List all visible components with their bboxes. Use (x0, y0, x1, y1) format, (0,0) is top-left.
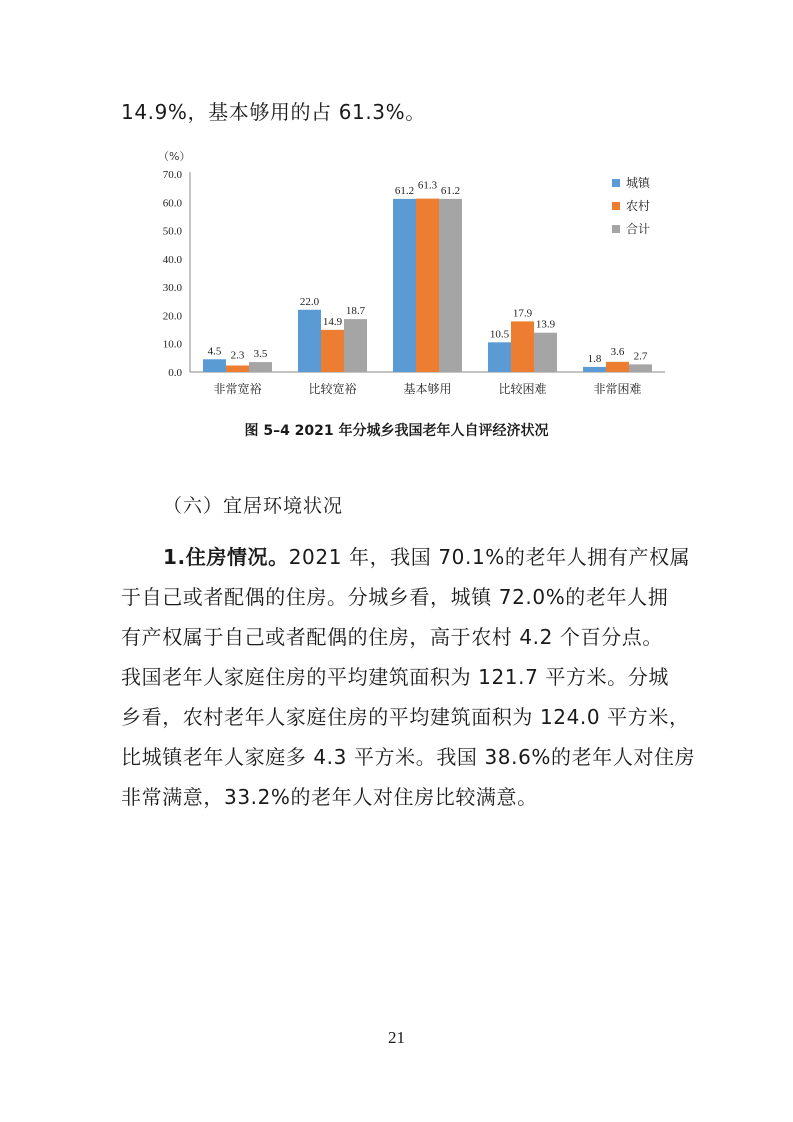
figure-caption: 图 5–4 2021 年分城乡我国老年人自评经济状况 (244, 423, 549, 439)
data-label: 61.2 (394, 184, 415, 197)
legend-label: 合计 (626, 222, 651, 236)
y-tick-label: 40.0 (162, 253, 182, 266)
bar (439, 199, 462, 372)
x-tick-label: 基本够用 (403, 382, 452, 396)
paragraph-line-1-text: 2021 年，我国 70.1%的老年人拥有产权属 (288, 545, 691, 569)
data-label: 13.9 (535, 318, 556, 331)
y-unit-label: （%） (158, 150, 191, 163)
x-tick-label: 非常宽裕 (213, 382, 262, 396)
paragraph-lead: 1.住房情况。 (163, 545, 289, 569)
bar (203, 359, 226, 372)
bar (511, 321, 534, 372)
x-tick-label: 比较宽裕 (308, 382, 357, 396)
data-label: 61.2 (440, 184, 461, 197)
data-label: 2.7 (633, 350, 648, 363)
legend-label: 农村 (626, 199, 651, 213)
paragraph-line-1 (163, 543, 690, 571)
bar (249, 362, 272, 372)
page-number: 21 (388, 1028, 405, 1047)
y-tick-label: 60.0 (162, 197, 182, 210)
bar (344, 319, 367, 372)
data-label: 2.3 (230, 349, 245, 362)
legend-swatch (612, 225, 620, 233)
bar (606, 362, 629, 372)
bar (629, 364, 652, 372)
data-label: 14.9 (322, 315, 343, 328)
paragraph-line-4: 我国老年人家庭住房的平均建筑面积为 121.7 平方米。分城 (121, 665, 669, 689)
bar (534, 333, 557, 372)
bar (226, 365, 249, 372)
bar (393, 199, 416, 372)
economic-status-bar-chart (150, 140, 670, 400)
legend-label: 城镇 (626, 176, 651, 190)
legend-swatch (612, 179, 620, 187)
data-label: 3.6 (610, 345, 625, 358)
x-tick-label: 非常困难 (593, 382, 642, 396)
chart-legend (612, 175, 651, 236)
paragraph-line-5: 乡看，农村老年人家庭住房的平均建筑面积为 124.0 平方米， (121, 705, 690, 729)
legend-swatch (612, 202, 620, 210)
paragraph-line-2: 于自己或者配偶的住房。分城乡看，城镇 72.0%的老年人拥 (121, 585, 669, 609)
bar (298, 310, 321, 372)
bar (488, 342, 511, 372)
y-tick-label: 20.0 (162, 310, 182, 323)
data-label: 3.5 (253, 348, 268, 361)
y-tick-label: 70.0 (162, 169, 182, 181)
data-label: 1.8 (587, 352, 602, 365)
y-tick-label: 30.0 (162, 282, 182, 295)
data-label: 4.5 (207, 345, 222, 358)
y-tick-label: 0.0 (168, 367, 182, 379)
paragraph-line-7: 非常满意，33.2%的老年人对住房比较满意。 (121, 785, 538, 809)
x-tick-label: 比较困难 (498, 382, 547, 396)
section-heading: （六）宜居环境状况 (163, 495, 344, 517)
intro-line: 14.9%，基本够用的占 61.3%。 (121, 100, 426, 124)
paragraph-line-6: 比城镇老年人家庭多 4.3 平方米。我国 38.6%的老年人对住房 (121, 745, 696, 769)
bar (321, 330, 344, 372)
paragraph-line-3: 有产权属于自己或者配偶的住房，高于农村 4.2 个百分点。 (121, 625, 663, 649)
data-label: 22.0 (299, 295, 320, 308)
y-tick-label: 10.0 (162, 338, 182, 351)
y-tick-label: 50.0 (162, 225, 182, 238)
chart-bars (203, 199, 652, 372)
bar (416, 199, 439, 372)
bar (583, 367, 606, 372)
data-label: 18.7 (345, 305, 366, 318)
data-label: 10.5 (489, 328, 510, 341)
data-label: 61.3 (417, 179, 438, 192)
data-label: 17.9 (512, 307, 533, 320)
